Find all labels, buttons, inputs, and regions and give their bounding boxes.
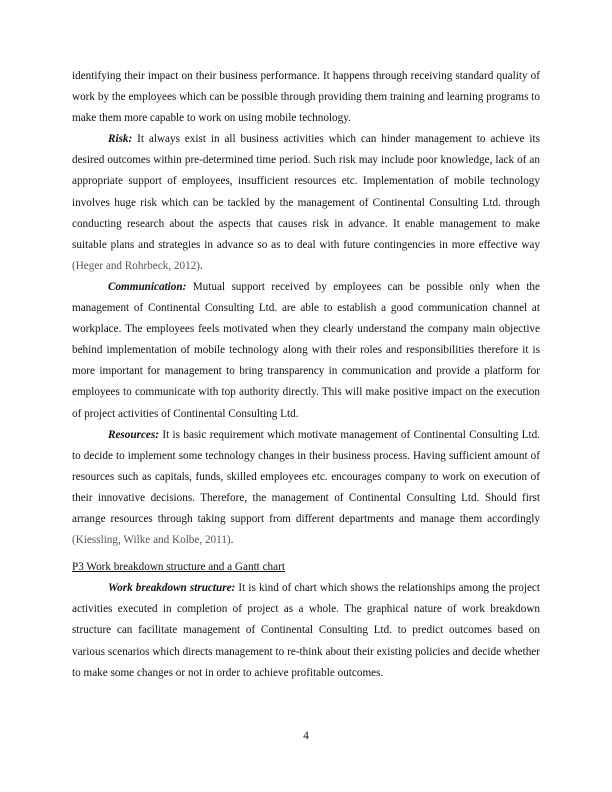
paragraph-text: It is basic requirement which motivate management of Continental Consulting Ltd. to decide to implement some technology changes in their business process. Having sufficient amount of resources such as capitals, funds, skilled employees etc. encourages company to work on execution of their innovative decisions. Therefore, the management of Continental Consulting Ltd. Should first arrange resources through taking support from different departments and manage them accordingly [72, 428, 540, 525]
paragraph-text: It is kind of chart which shows the relationships among the project activities executed in completion of project as a whole. The graphical nature of work breakdown structure can facilitate management of Continental Consulting Ltd. to predict outcomes based on various scenarios which directs management to re-think about their existing policies and decide whether to make some changes or not in order to achieve profitable outcomes. [72, 582, 540, 679]
paragraph-intro-continuation [72, 66, 540, 129]
paragraph-resources [72, 425, 540, 552]
citation: (Kiessling, Wilke and Kolbe, 2011) [72, 534, 231, 547]
paragraph-text: identifying their impact on their business performance. It happens through receiving standard quality of work by the employees which can be possible through providing them training and learning programs to make them more capable to work on using mobile technology. [72, 70, 540, 125]
paragraph-text: Mutual support received by employees can be possible only when the management of Continental Consulting Ltd. are able to establish a good communication channel at workplace. The employees feels motivated when they clearly understand the company main objective behind implementation of mobile technology along with their roles and responsibilities therefore it is more important for management to bring transparency in communication and provide a platform for employees to communicate with top authority directly. This will make positive impact on the execution of project activities of Continental Consulting Ltd. [72, 280, 540, 420]
document-page [72, 66, 540, 684]
term-resources: Resources: [108, 428, 159, 441]
paragraph-end: . [200, 259, 203, 272]
paragraph-end: . [230, 534, 234, 547]
term-risk: Risk: [108, 133, 133, 146]
paragraph-wbs [72, 578, 540, 683]
paragraph-text: It always exist in all business activities which can hinder management to achieve its desired outcomes within pre-determined time period. Such risk may include poor knowledge, lack of an appropriate support of employees, insufficient resources etc. Implementation of mobile technology involves huge risk which can be tackled by the management of Continental Consulting Ltd. through conducting research about the aspects that causes risk in advance. It enable management to make suitable plans and strategies in advance so as to deal with future contingencies in more effective way [72, 133, 540, 251]
section-heading: P3 Work breakdown structure and a Gantt chart [72, 561, 285, 574]
citation: (Heger and Rohrbeck, 2012) [72, 259, 200, 272]
paragraph-communication [72, 277, 540, 425]
paragraph-risk [72, 129, 540, 277]
term-work-breakdown-structure: Work breakdown structure: [108, 582, 236, 595]
page-number: 4 [303, 730, 309, 742]
term-communication: Communication: [108, 280, 187, 293]
